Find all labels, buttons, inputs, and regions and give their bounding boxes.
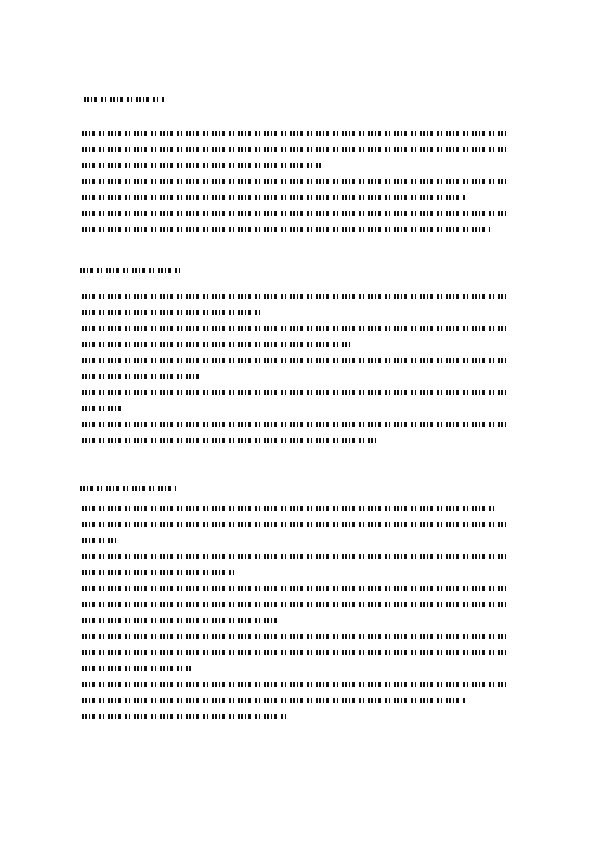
text-line	[82, 163, 322, 168]
text-line	[82, 131, 506, 136]
document-title	[84, 97, 164, 102]
section-2-paragraph	[82, 294, 514, 454]
text-line	[82, 294, 506, 299]
heading-line	[80, 268, 180, 273]
text-line	[82, 310, 260, 315]
text-line	[82, 342, 352, 347]
text-line	[82, 618, 278, 623]
section-heading	[80, 486, 176, 491]
text-line	[82, 522, 506, 527]
text-line	[82, 374, 202, 379]
text-line	[82, 650, 506, 655]
section-heading	[80, 268, 180, 273]
text-line	[82, 390, 506, 395]
text-line	[82, 554, 506, 559]
text-line	[82, 602, 506, 607]
text-line	[82, 195, 466, 200]
text-line	[82, 211, 506, 216]
text-line	[82, 538, 118, 543]
text-line	[82, 634, 506, 639]
text-line	[82, 227, 490, 232]
text-line	[82, 179, 506, 184]
intro-paragraph	[82, 131, 514, 243]
text-line	[82, 147, 506, 152]
text-line	[82, 326, 506, 331]
text-line	[82, 358, 506, 363]
heading-line	[80, 486, 176, 491]
text-line	[82, 570, 236, 575]
section-3-paragraph	[82, 506, 514, 730]
text-line	[82, 698, 466, 703]
text-line	[82, 682, 506, 687]
text-line	[82, 586, 506, 591]
text-line	[82, 406, 122, 411]
text-line	[82, 666, 192, 671]
text-line	[82, 506, 496, 511]
title-line	[84, 97, 164, 102]
text-line	[82, 422, 506, 427]
text-line	[82, 714, 290, 719]
text-line	[82, 438, 376, 443]
